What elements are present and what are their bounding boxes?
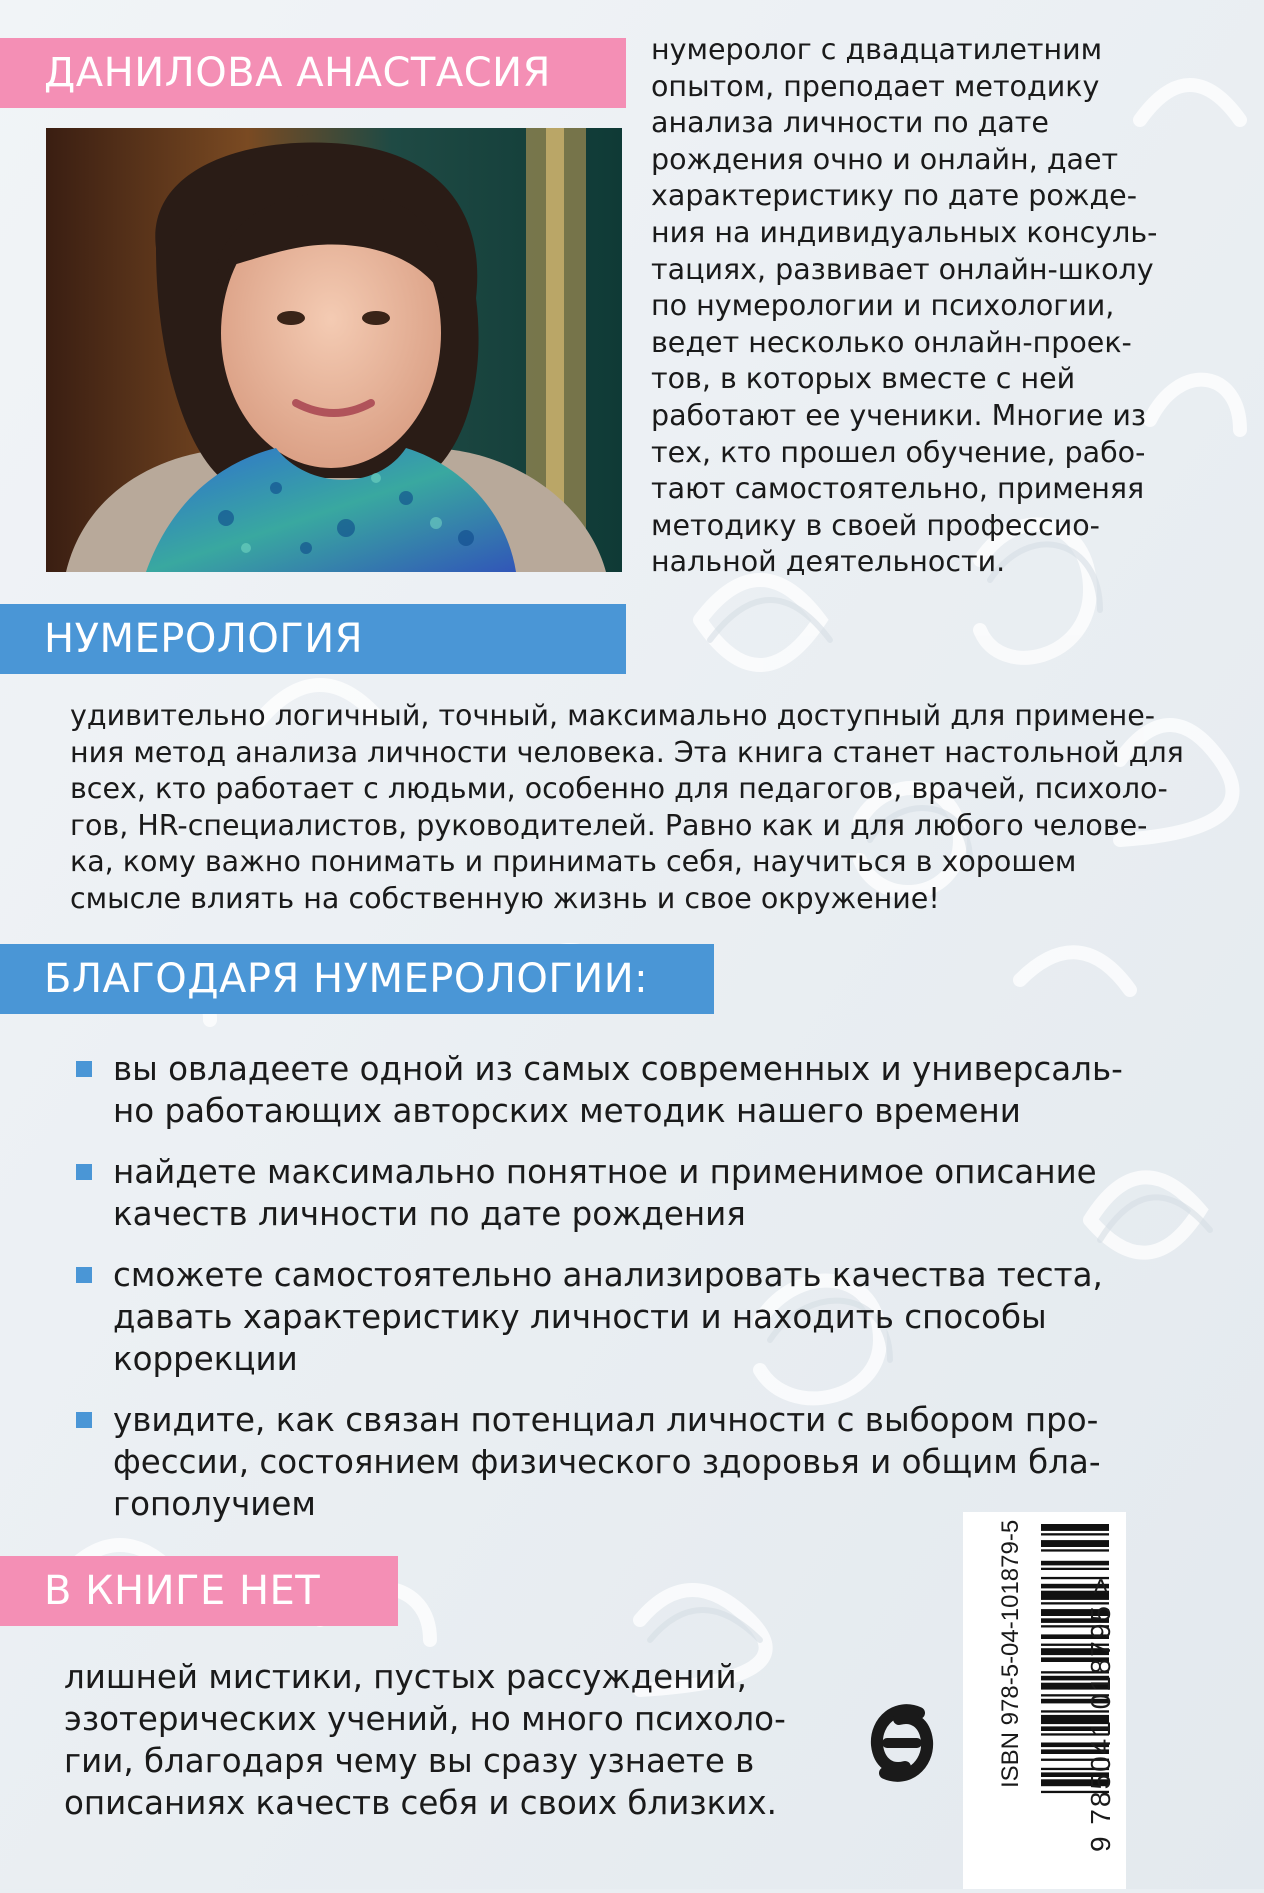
bio-line: тех, кто прошел обучение, рабо- bbox=[651, 435, 1146, 469]
paragraph-line: ния метод анализа личности человека. Эта книга станет настольной для bbox=[70, 735, 1184, 769]
bullet-square-icon bbox=[76, 1267, 92, 1283]
bullet-square-icon bbox=[76, 1412, 92, 1428]
not-in-book-banner bbox=[0, 1556, 398, 1626]
bio-line: ния на индивидуальных консуль- bbox=[651, 215, 1158, 249]
paragraph-line: удивительно логичный, точный, максимально доступный для примене- bbox=[70, 699, 1156, 732]
paragraph-line: ка, кому важно понимать и принимать себя, научиться в хорошем bbox=[70, 845, 1077, 879]
publisher-logo-icon bbox=[867, 1693, 937, 1793]
bio-line: работают ее ученики. Многие из bbox=[651, 398, 1147, 432]
numerology-banner bbox=[0, 604, 626, 674]
bio-line: методику в своей профессио- bbox=[651, 508, 1100, 542]
bio-line: тают самостоятельно, применяя bbox=[651, 472, 1145, 506]
list-item bbox=[70, 1399, 1220, 1525]
bio-line: тациях, развивает онлайн-школу bbox=[651, 252, 1154, 286]
author-bio bbox=[651, 32, 1251, 581]
item-line: коррекции bbox=[113, 1340, 298, 1378]
bio-line: тов, в которых вместе с ней bbox=[651, 362, 1076, 396]
list-item bbox=[70, 1151, 1220, 1235]
not-in-book-heading: В КНИГЕ НЕТ bbox=[44, 1568, 321, 1614]
list-item bbox=[70, 1254, 1220, 1380]
item-line: фессии, состоянием физического здоровья и общим бла- bbox=[113, 1443, 1101, 1481]
benefits-heading: БЛАГОДАРЯ НУМЕРОЛОГИИ: bbox=[44, 956, 649, 1002]
item-line: давать характеристику личности и находить способы bbox=[113, 1298, 1047, 1336]
numerology-heading: НУМЕРОЛОГИЯ bbox=[44, 616, 364, 662]
item-line: найдете максимально понятное и применимое описание bbox=[113, 1153, 1097, 1191]
bio-line: опытом, преподает методику bbox=[651, 69, 1100, 103]
item-line: гополучием bbox=[113, 1485, 316, 1523]
bio-line: характеристику по дате рожде- bbox=[651, 179, 1138, 213]
isbn-number: ISBN 978-5-04-101879-5 bbox=[997, 1519, 1024, 1788]
item-line: но работающих авторских методик нашего времени bbox=[113, 1092, 1021, 1130]
benefits-list bbox=[70, 1048, 1220, 1544]
numerology-description bbox=[70, 698, 1240, 918]
paragraph-line: гии, благодаря чему вы сразу узнаете в bbox=[64, 1742, 755, 1780]
bio-line: нумеролог с двадцатилетним bbox=[651, 33, 1103, 66]
item-line: увидите, как связан потенциал личности с выбором про- bbox=[113, 1401, 1099, 1439]
author-photo bbox=[46, 128, 622, 572]
paragraph-line: всех, кто работает с людьми, особенно для педагогов, врачей, психоло- bbox=[70, 772, 1168, 806]
item-line: вы овладеете одной из самых современных и универсаль- bbox=[113, 1050, 1123, 1088]
item-line: качеств личности по дате рождения bbox=[113, 1195, 746, 1233]
bio-line: анализа личности по дате bbox=[651, 106, 1049, 140]
paragraph-line: эзотерических учений, но много психоло- bbox=[64, 1700, 786, 1738]
bullet-square-icon bbox=[76, 1061, 92, 1077]
not-in-book-text bbox=[64, 1656, 844, 1824]
bio-line: по нумерологии и психологии, bbox=[651, 289, 1115, 323]
paragraph-line: смысле влиять на собственную жизнь и свое окружение! bbox=[70, 881, 940, 915]
list-item bbox=[70, 1048, 1220, 1132]
author-name: ДАНИЛОВА АНАСТАСИЯ bbox=[44, 50, 551, 96]
benefits-banner bbox=[0, 944, 714, 1014]
bio-line: рождения очно и онлайн, дает bbox=[651, 142, 1119, 176]
paragraph-line: описаниях качеств себя и своих близких. bbox=[64, 1784, 777, 1822]
bio-line: нальной деятельности. bbox=[651, 545, 1006, 579]
author-name-banner bbox=[0, 38, 626, 108]
barcode-digits: 9 785041 018795 > bbox=[1085, 1575, 1116, 1852]
bio-line: ведет несколько онлайн-проек- bbox=[651, 325, 1132, 359]
bullet-square-icon bbox=[76, 1164, 92, 1180]
paragraph-line: гов, HR-специалистов, руководителей. Равно как и для любого челове- bbox=[70, 808, 1148, 842]
item-line: сможете самостоятельно анализировать качества теста, bbox=[113, 1256, 1103, 1294]
paragraph-line: лишней мистики, пустых рассуждений, bbox=[64, 1658, 747, 1696]
